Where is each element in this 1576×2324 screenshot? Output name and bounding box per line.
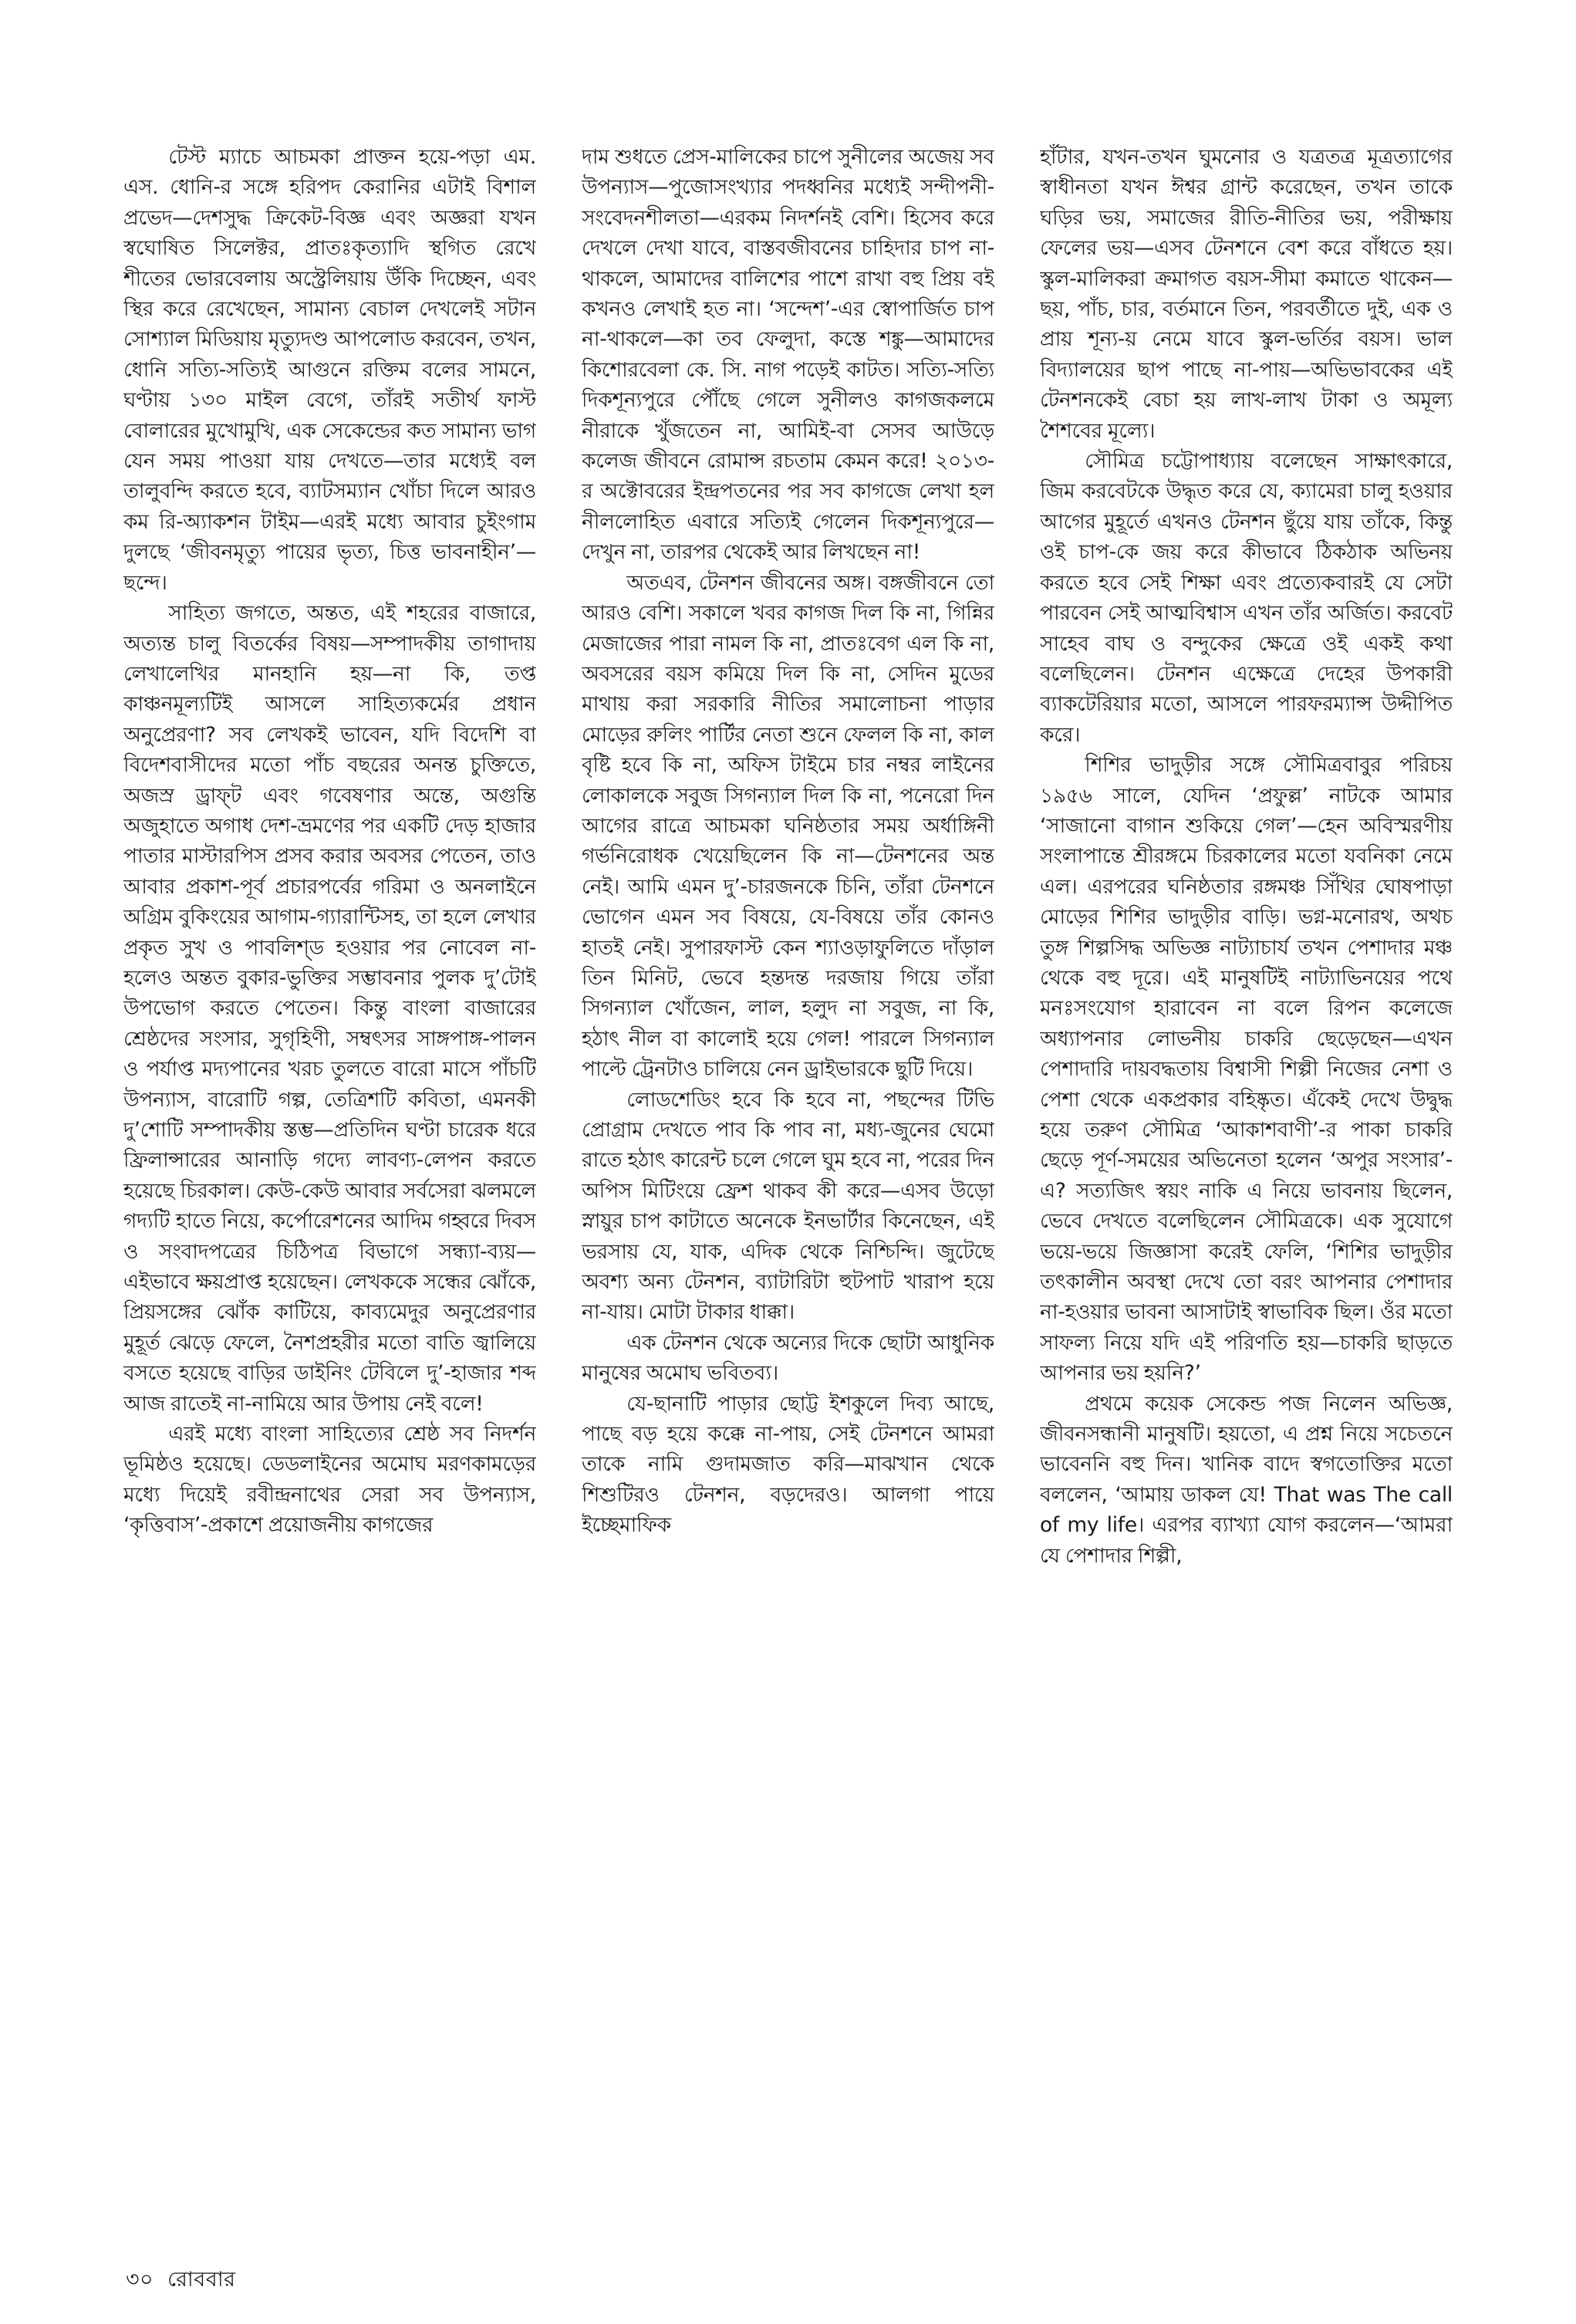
paragraph: অতএব, টেনশন জীবনের অঙ্গ। বঙ্গজীবনে তো আরও বেশি। সকালে খবর কাগজ দিল কি না, গিন্নির মেজাজের পারা নামল কি না, প্রাতঃবেগ এল কি না, অবসরের বয়স কমিয়ে দিল কি না, সেদিন মুডের মাথায় করা সরকারি নীতির সমালোচনা পাড়ার মোড়ের রুলিং পার্টির নেতা শুনে ফেলল কি না, কাল বৃষ্টি হবে কি না, অফিস টাইমে চার নম্বর লাইনের লোকালকে সবুজ সিগন্যাল দিল কি না, পনেরো দিন আগের রাত্রে আচমকা ঘনিষ্ঠতার সময় অর্ধাঙ্গিনী গর্ভনিরোধক খেয়েছিলেন কি না—টেনশনের অন্ত নেই। আমি এমন দু’-চারজনকে চিনি, তাঁরা টেনশনে ভোগেন এমন সব বিষয়ে, যে-বিষয়ে তাঁর কোনও হাতই নেই। সুপারফাস্ট কেন শ্যাওড়াফুলিতে দাঁড়াল তিন মিনিট, ভেবে হন্তদন্ত দরজায় গিয়ে তাঁরা সিগন্যাল খোঁজেন, লাল, হলুদ না সবুজ, না কি, হঠাৎ নীল বা কালোই হয়ে গেল! পারলে সিগন্যাল পাল্টে ট্রেনটাও চালিয়ে নেন ড্রাইভারকে ছুটি দিয়ে। — [582, 570, 994, 1082]
paragraph: সাহিত্য জগতে, অন্তত, এই শহরের বাজারে, অত্যন্ত চালু বিতর্কের বিষয়—সম্পাদকীয় তাগাদায় লেখালেখির মানহানি হয়—না কি, তপ্ত কাঞ্চনমূল্যটিই আসলে সাহিত্যকর্মের প্রধান অনুপ্রেরণা? সব লেখকই ভাবেন, যদি বিদেশি বা বিদেশবাসীদের মতো পাঁচ বছরের অনন্ত চুক্তিতে, অজস্র ড্রাফ্‌ট এবং গবেষণার অন্তে, অগুন্তি অজুহাতে অগাধ দেশ-ভ্রমণের পর একটি দেড় হাজার পাতার মাস্টারপিস প্রসব করার অবসর পেতেন, তাও আবার প্রকাশ-পূর্ব প্রচারপর্বের গরিমা ও অনলাইনে অগ্রিম বুকিংয়ের আগাম-গ্যারান্টিসহ, তা হলে লেখার প্রকৃত সুখ ও পাবলিশ্‌ড হওয়ার পর নোবেল না-হলেও অন্তত বুকার-ভুক্তির সম্ভাবনার পুলক দু’টোই উপভোগ করতে পেতেন। কিন্তু বাংলা বাজারের শ্রেষ্ঠদের সংসার, সুগৃহিণী, সম্বৎসর সাঙ্গপাঙ্গ-পালন ও পর্যাপ্ত মদ্যপানের খরচ তুলতে বারো মাসে পাঁচটি উপন্যাস, বারোটি গল্প, তেত্রিশটি কবিতা, এমনকী দু’শোটি সম্পাদকীয় স্তম্ভ—প্রতিদিন ঘণ্টা চারেক ধরে ফ্রিলান্সারের আনাড়ি গদ্যে লাবণ্য-লেপন করতে হয়েছে চিরকাল। কেউ-কেউ আবার সর্বসেরা ঝলমলে গদ্যটি হাতে নিয়ে, কর্পোরেশনের আদিম গহ্বরে দিবস ও সংবাদপত্রের চিঠিপত্র বিভাগে সন্ধ্যা-ব্যয়—এইভাবে ক্ষয়প্রাপ্ত হয়েছেন। লেখককে সন্ধের ঝোঁকে, প্রিয়সঙ্গের ঝোঁক কাটিয়ে, কাব্যমেদুর অনুপ্রেরণার মুহূর্ত ঝেড়ে ফেলে, নৈশপ্রহরীর মতো বাতি জ্বালিয়ে বসতে হয়েছে বাড়ির ডাইনিং টেবিলে দু’-হাজার শব্দ আজ রাতেই না-নামিয়ে আর উপায় নেই বলে! — [123, 601, 536, 1416]
article-column-1 — [123, 142, 536, 2218]
article-column-3 — [1040, 142, 1453, 2218]
magazine-name: রোববার — [167, 2268, 236, 2292]
paragraph-continued: হাঁটার, যখন-তখন ঘুমনোর ও যত্রতত্র মূত্রত্যাগের স্বাধীনতা যখন ঈশ্বর গ্রান্ট করেছেন, তখন তাকে ঘড়ির ভয়, সমাজের রীতি-নীতির ভয়, পরীক্ষায় ফেলের ভয়—এসব টেনশনে বেশ করে বাঁধতে হয়। স্কুল-মালিকরা ক্রমাগত বয়স-সীমা কমাতে থাকেন—ছয়, পাঁচ, চার, বর্তমানে তিন, পরবর্তীতে দুই, এক ও প্রায় শূন্য-য় নেমে যাবে স্কুল-ভর্তির বয়স। ভাল বিদ্যালয়ের ছাপ পাছে না-পায়—অভিভাবকের এই টেনশনকেই বেচা হয় লাখ-লাখ টাকা ও অমূল্য শৈশবের মূল্যে। — [1040, 145, 1453, 443]
paragraph: শিশির ভাদুড়ীর সঙ্গে সৌমিত্রবাবুর পরিচয় ১৯৫৬ সালে, যেদিন ‘প্রফুল্ল’ নাটকে আমার ‘সাজানো বাগান শুকিয়ে গেল’—হেন অবিস্মরণীয় সংলাপান্তে শ্রীরঙ্গমে চিরকালের মতো যবনিকা নেমে এল। এরপরের ঘনিষ্ঠতার রঙ্গমঞ্চ সিঁথির ঘোষপাড়া মোড়ের শিশির ভাদুড়ীর বাড়ি। ভগ্ন-মনোরথ, অথচ তুঙ্গ শিল্পসিদ্ধ অভিজ্ঞ নাট্যাচার্য তখন পেশাদার মঞ্চ থেকে বহু দূরে। এই মানুষটিই নাট্যাভিনয়ের পথে মনঃসংযোগ হারাবেন না বলে রিপন কলেজে অধ্যাপনার লোভনীয় চাকরি ছেড়েছেন—এখন পেশাদারি দায়বদ্ধতায় বিশ্বাসী শিল্পী নিজের নেশা ও পেশা থেকে একপ্রকার বহিষ্কৃত। এঁকেই দেখে উদ্বুদ্ধ হয়ে তরুণ সৌমিত্র ‘আকাশবাণী’-র পাকা চাকরি ছেড়ে পূর্ণ-সময়ের অভিনেতা হলেন ‘অপুর সংসার’-এ? সত্যজিৎ স্বয়ং নাকি এ নিয়ে ভাবনায় ছিলেন, ভেবে দেখতে বলেছিলেন সৌমিত্রকে। এক সুযোগে ভয়ে-ভয়ে জিজ্ঞাসা করেই ফেলি, ‘শিশির ভাদুড়ীর তৎকালীন অবস্থা দেখে তো বরং আপনার পেশাদার না-হওয়ার ভাবনা আসাটাই স্বাভাবিক ছিল। ওঁর মতো সাফল্য নিয়ে যদি এই পরিণতি হয়—চাকরি ছাড়তে আপনার ভয় হয়নি?’ — [1040, 753, 1453, 1386]
paragraph: প্রথমে কয়েক সেকেন্ড পজ নিলেন অভিজ্ঞ, জীবনসন্ধানী মানুষটি। হয়তো, এ প্রশ্ন নিয়ে সচেতনে ভাবেননি বহু দিন। খানিক বাদে স্বগতোক্তির মতো বললেন, ‘আমায় ডাকল যে! That was The call of my life। এরপর ব্যাখ্যা যোগ করলেন—‘আমরা যে পেশাদার শিল্পী, — [1040, 1391, 1453, 1568]
paragraph: এরই মধ্যে বাংলা সাহিত্যের শ্রেষ্ঠ সব নিদর্শন ভূমিষ্ঠও হয়েছে। ডেডলাইনের অমোঘ মরণকামড়ের মধ্যে দিয়েই রবীন্দ্রনাথের সেরা সব উপন্যাস, ‘কৃত্তিবাস’-প্রকাশে প্রয়োজনীয় কাগজের — [123, 1422, 536, 1538]
paragraph: এক টেনশন থেকে অন্যের দিকে ছোটা আধুনিক মানুষের অমোঘ ভবিতব্য। — [582, 1330, 994, 1386]
article-columns — [123, 142, 1453, 2218]
page-footer — [126, 2266, 236, 2294]
paragraph: লোডশেডিং হবে কি হবে না, পছন্দের টিভি প্রোগ্রাম দেখতে পাব কি পাব না, মধ্য-জুনের ঘেমো রাতে হঠাৎ কারেন্ট চলে গেলে ঘুম হবে না, পরের দিন অপিস মিটিংয়ে ফ্রেশ থাকব কী করে—এসব উড়ো স্নায়ুর চাপ কাটাতে অনেকে ইনভার্টার কিনেছেন, এই ভরসায় যে, যাক, এদিক থেকে নিশ্চিন্দি। জুটেছে অবশ্য অন্য টেনশন, ব্যাটারিটা হুটপাট খারাপ হয়ে না-যায়। মোটা টাকার ধাক্কা। — [582, 1087, 994, 1325]
article-column-2 — [582, 142, 994, 2218]
paragraph: যে-ছানাটি পাড়ার ছোট্ট ইশকুলে দিব্য আছে, পাছে বড় হয়ে কক্কে না-পায়, সেই টেনশনে আমরা তাকে নামি গুদামজাত করি—মাঝখান থেকে শিশুটিরও টেনশন, বড়দেরও। আলগা পায়ে ইচ্ছেমাফিক — [582, 1391, 994, 1538]
paragraph: টেস্ট ম্যাচে আচমকা প্রাক্তন হয়ে-পড়া এম. এস. ধোনি-র সঙ্গে হরিপদ কেরানির এটাই বিশাল প্রভেদ—দেশসুদ্ধ ক্রিকেট-বিজ্ঞ এবং অজ্ঞরা যখন স্বঘোষিত সিলেক্টর, প্রাতঃকৃত্যাদি স্থগিত রেখে শীতের ভোরবেলায় অস্ট্রেলিয়ায় উঁকি দিচ্ছেন, এবং স্থির করে রেখেছেন, সামান্য বেচাল দেখলেই সটান সোশ্যাল মিডিয়ায় মৃত্যুদণ্ড আপলোড করবেন, তখন, ধোনি সত্যি-সত্যিই আগুনে রক্তিম বলের সামনে, ঘণ্টায় ১৩০ মাইল বেগে, তাঁরই সতীর্থ ফাস্ট বোলারের মুখোমুখি, এক সেকেন্ডের কত সামান্য ভাগ যেন সময় পাওয়া যায় দেখতে—তার মধ্যেই বল তালুবন্দি করতে হবে, ব্যাটসম্যান খোঁচা দিলে আরও কম রি-অ্যাকশন টাইম—এরই মধ্যে আবার চুইংগাম দুলছে ‘জীবনমৃত্যু পায়ের ভৃত্য, চিত্ত ভাবনাহীন’—ছন্দে। — [123, 145, 536, 595]
page-number: ৩০ — [126, 2268, 154, 2292]
paragraph: সৌমিত্র চট্টোপাধ্যায় বলেছেন সাক্ষাৎকারে, জিম করবেটকে উদ্ধৃত করে যে, ক্যামেরা চালু হওয়ার আগের মুহূর্তে এখনও টেনশন ছুঁয়ে যায় তাঁকে, কিন্তু ওই চাপ-কে জয় করে কীভাবে ঠিকঠাক অভিনয় করতে হবে সেই শিক্ষা এবং প্রত্যেকবারই যে সেটা পারবেন সেই আত্মবিশ্বাস এখন তাঁর অর্জিত। করবেট সাহেব বাঘ ও বন্দুকের ক্ষেত্রে ওই একই কথা বলেছিলেন। টেনশন এক্ষেত্রে দেহের উপকারী ব্যাকটেরিয়ার মতো, আসলে পারফরম্যান্স উদ্দীপিত করে। — [1040, 449, 1453, 747]
paragraph-continued: দাম শুধতে প্রেস-মালিকের চাপে সুনীলের অজেয় সব উপন্যাস—পুজোসংখ্যার পদধ্বনির মধ্যেই সন্দীপনী-সংবেদনশীলতা—এরকম নিদর্শনই বেশি। হিসেব করে দেখলে দেখা যাবে, বাস্তবজীবনের চাহিদার চাপ না-থাকলে, আমাদের বালিশের পাশে রাখা বহু প্রিয় বই কখনও লেখাই হত না। ‘সন্দেশ’-এর স্বোপার্জিত চাপ না-থাকলে—কা তব ফেলুদা, কস্তে শঙ্কু—আমাদের কিশোরবেলা কে. সি. নাগ পড়েই কাটত। সত্যি-সত্যি দিকশূন্যপুরে পৌঁছে গেলে সুনীলও কাগজকলমে নীরাকে খুঁজতেন না, আমিই-বা সেসব আউড়ে কলেজ জীবনে রোমান্স রচতাম কেমন করে! ২০১৩-র অক্টোবরের ইন্দ্রপতনের পর সব কাগজে লেখা হল নীললোহিত এবারে সত্যিই গেলেন দিকশূন্যপুরে—দেখুন না, তারপর থেকেই আর লিখছেন না! — [582, 145, 994, 565]
